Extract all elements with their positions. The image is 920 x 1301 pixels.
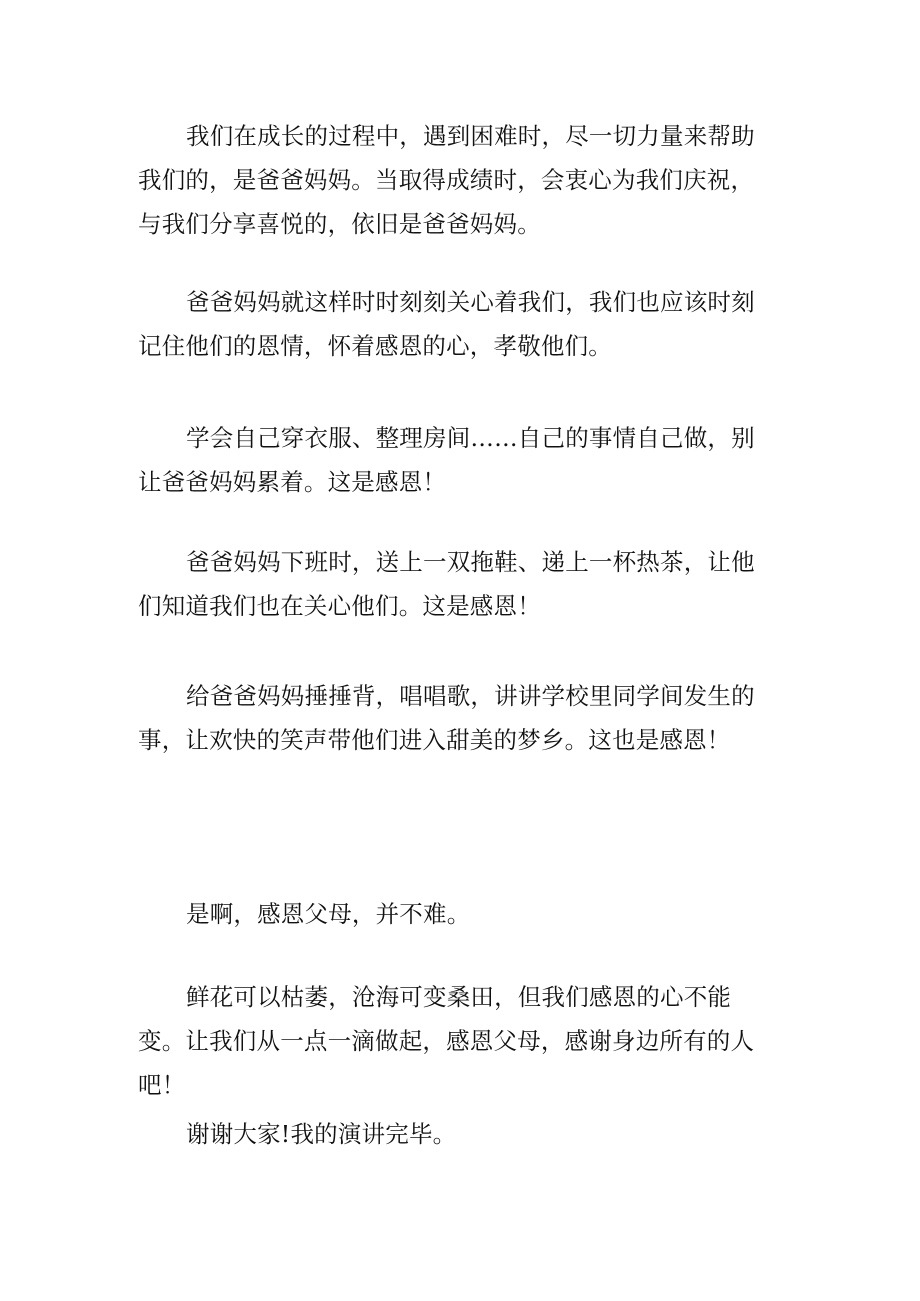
paragraph-1: 我们在成长的过程中，遇到困难时，尽一切力量来帮助我们的，是爸爸妈妈。当取得成绩时，会衷心为我们庆祝，与我们分享喜悦的，依旧是爸爸妈妈。 <box>138 122 755 238</box>
paragraph-4: 爸爸妈妈下班时，送上一双拖鞋、递上一杯热茶，让他们知道我们也在关心他们。这是感恩！ <box>138 548 755 620</box>
paragraph-2: 爸爸妈妈就这样时时刻刻关心着我们，我们也应该时刻记住他们的恩情，怀着感恩的心，孝敬他们。 <box>138 288 755 360</box>
paragraph-8: 谢谢大家!我的演讲完毕。 <box>186 1120 457 1148</box>
paragraph-5: 给爸爸妈妈捶捶背，唱唱歌，讲讲学校里同学间发生的事，让欢快的笑声带他们进入甜美的梦乡。这也是感恩！ <box>138 682 755 754</box>
paragraph-7: 鲜花可以枯萎，沧海可变桑田，但我们感恩的心不能变。让我们从一点一滴做起，感恩父母，感谢身边所有的人吧！ <box>138 983 755 1099</box>
paragraph-6: 是啊，感恩父母，并不难。 <box>186 900 471 928</box>
paragraph-3: 学会自己穿衣服、整理房间……自己的事情自己做，别让爸爸妈妈累着。这是感恩！ <box>138 424 755 496</box>
